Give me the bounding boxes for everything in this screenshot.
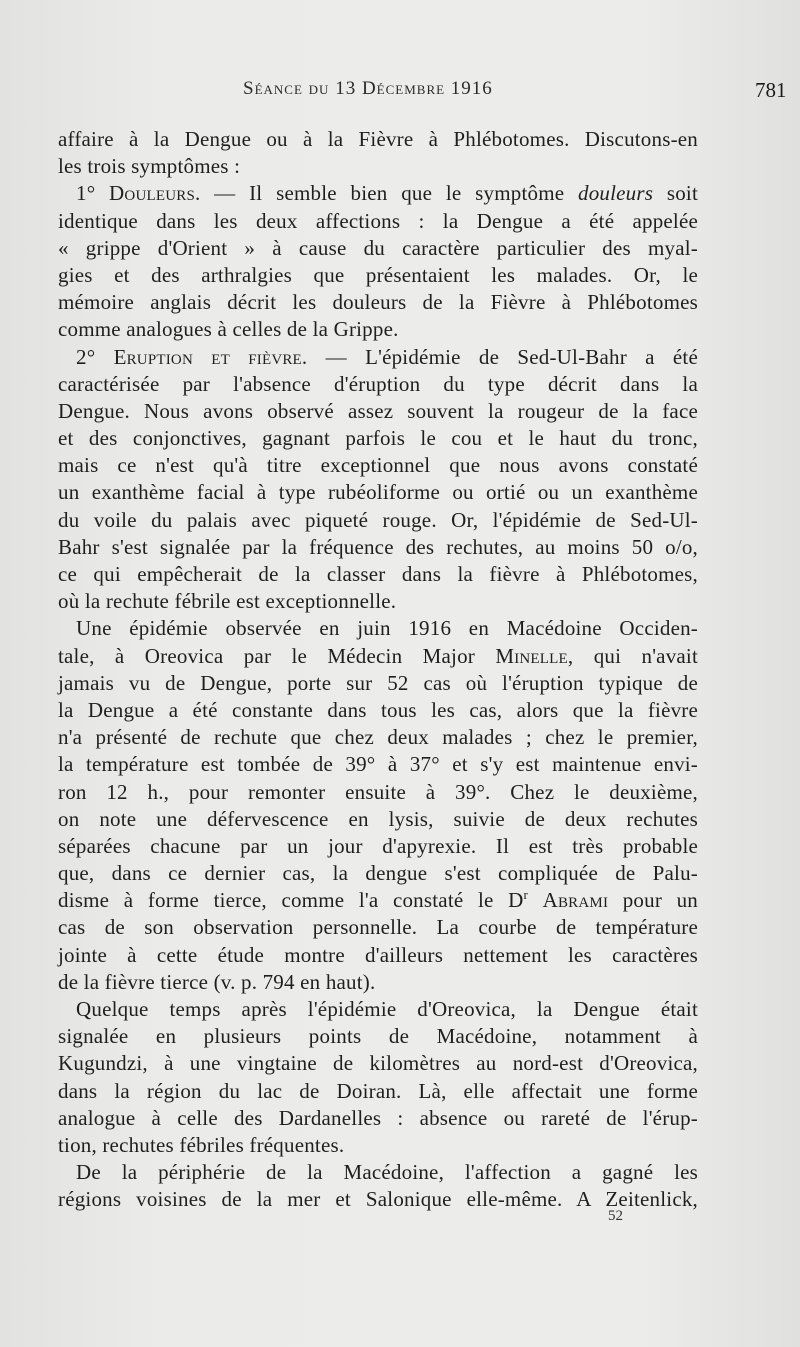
signature-mark: 52 [608,1208,623,1224]
text-line: Quelque temps après l'épidémie d'Oreovica, la Dengue était [76,997,698,1021]
small-caps-text: Minelle [495,643,568,668]
small-caps-text: Abrami [542,888,609,913]
text-line: De la périphérie de la Macédoine, l'affection a gagné les [76,1160,698,1185]
text-line [58,643,698,670]
text-fragment: 2° [76,344,114,369]
text-fragment: pour un [608,888,699,913]
text-line: dans la région du lac de Doiran. Là, elle affectait une forme [58,1078,698,1103]
text-line: mais ce n'est qu'à titre exceptionnel que nous avons constaté [58,453,698,478]
text-line: de la fièvre tierce (v. p. 794 en haut). [58,969,376,994]
italic-text: douleurs [578,181,654,206]
text-fragment: 1° [76,181,110,206]
text-line: ce qui empêcherait de la classer dans la fièvre à Phlébotomes, [58,562,698,586]
text-line: gies et des arthralgies que présentaient les malades. Or, le [58,262,698,287]
text-line: caractérisée par l'absence d'éruption du type décrit dans la [58,371,698,396]
text-line: cas de son observation personnelle. La courbe de température [58,915,698,940]
text-line: séparées chacune par un jour d'apyrexie. Il est très probable [58,833,698,858]
running-head [243,78,493,100]
page-number: 781 [755,78,787,102]
text-line: affaire à la Dengue ou à la Fièvre à Phlébotomes. Discutons-en [58,127,698,151]
running-head-prefix: Séance du [243,78,336,99]
text-line: signalée en plusieurs points de Macédoine, notamment à [58,1024,698,1049]
text-fragment: soit [653,181,698,206]
text-line [58,887,698,914]
text-line: jointe à cette étude montre d'ailleurs nettement les caractères [58,942,698,967]
text-line: régions voisines de la mer et Salonique elle-même. A Zeitenlick, [58,1187,698,1212]
text-fragment: , qui n'avait [567,643,698,668]
text-line [58,180,698,207]
text-fragment: r [523,887,528,903]
text-line: Kugundzi, à une vingtaine de kilomètres au nord-est d'Oreovica, [58,1051,698,1076]
text-line: où la rechute fébrile est exceptionnelle. [58,589,397,614]
text-fragment [528,888,543,912]
small-caps-text: Eruption et fièvre [113,344,302,369]
text-line: comme analogues à celles de la Grippe. [58,317,399,342]
text-fragment: . — L'épidémie de Sed-Ul-Bahr a été [301,344,698,369]
text-line: un exanthème facial à type rubéoliforme ou ortié ou un exanthème [58,480,698,505]
text-line: « grippe d'Orient » à cause du caractère particulier des myal- [58,235,698,260]
text-fragment: disme à forme tierce, comme l'a constaté le D [58,888,524,913]
text-line: jamais vu de Dengue, porte sur 52 cas où l'éruption typique de [58,670,698,695]
text-fragment: . — Il semble bien que le symptôme [194,181,578,206]
text-line: n'a présenté de rechute que chez deux malades ; chez le premier, [58,725,698,750]
text-line: les trois symptômes : [58,154,241,179]
text-line [58,344,698,371]
text-line: du voile du palais avec piqueté rouge. Or, l'épidémie de Sed-Ul- [58,507,698,532]
text-line: mémoire anglais décrit les douleurs de la Fièvre à Phlébotomes [58,290,698,315]
text-line: analogue à celle des Dardanelles : absence ou rareté de l'érup- [58,1105,698,1130]
text-line: la température est tombée de 39° à 37° et s'y est maintenue envi- [58,752,698,777]
body-text [58,126,698,1214]
text-line: on note une défervescence en lysis, suivie de deux rechutes [58,806,698,831]
text-line: identique dans les deux affections : la Dengue a été appelée [58,208,698,233]
text-line: et des conjonctives, gagnant parfois le cou et le haut du tronc, [58,426,698,451]
text-line: Dengue. Nous avons observé assez souvent la rougeur de la face [58,398,698,423]
small-caps-text: Douleurs [109,181,195,206]
text-line: que, dans ce dernier cas, la dengue s'est compliquée de Palu- [58,861,698,886]
text-line: tion, rechutes fébriles fréquentes. [58,1132,345,1157]
page-header [0,78,800,108]
running-head-date: 13 Décembre 1916 [335,78,493,99]
text-fragment: tale, à Oreovica par le Médecin Major [58,643,496,668]
text-line: Une épidémie observée en juin 1916 en Macédoine Occiden- [76,616,698,641]
text-line: ron 12 h., pour remonter ensuite à 39°. Chez le deuxième, [58,779,698,804]
text-line: la Dengue a été constante dans tous les cas, alors que la fièvre [58,697,698,722]
text-line: Bahr s'est signalée par la fréquence des rechutes, au moins 50 o/o, [58,534,698,559]
